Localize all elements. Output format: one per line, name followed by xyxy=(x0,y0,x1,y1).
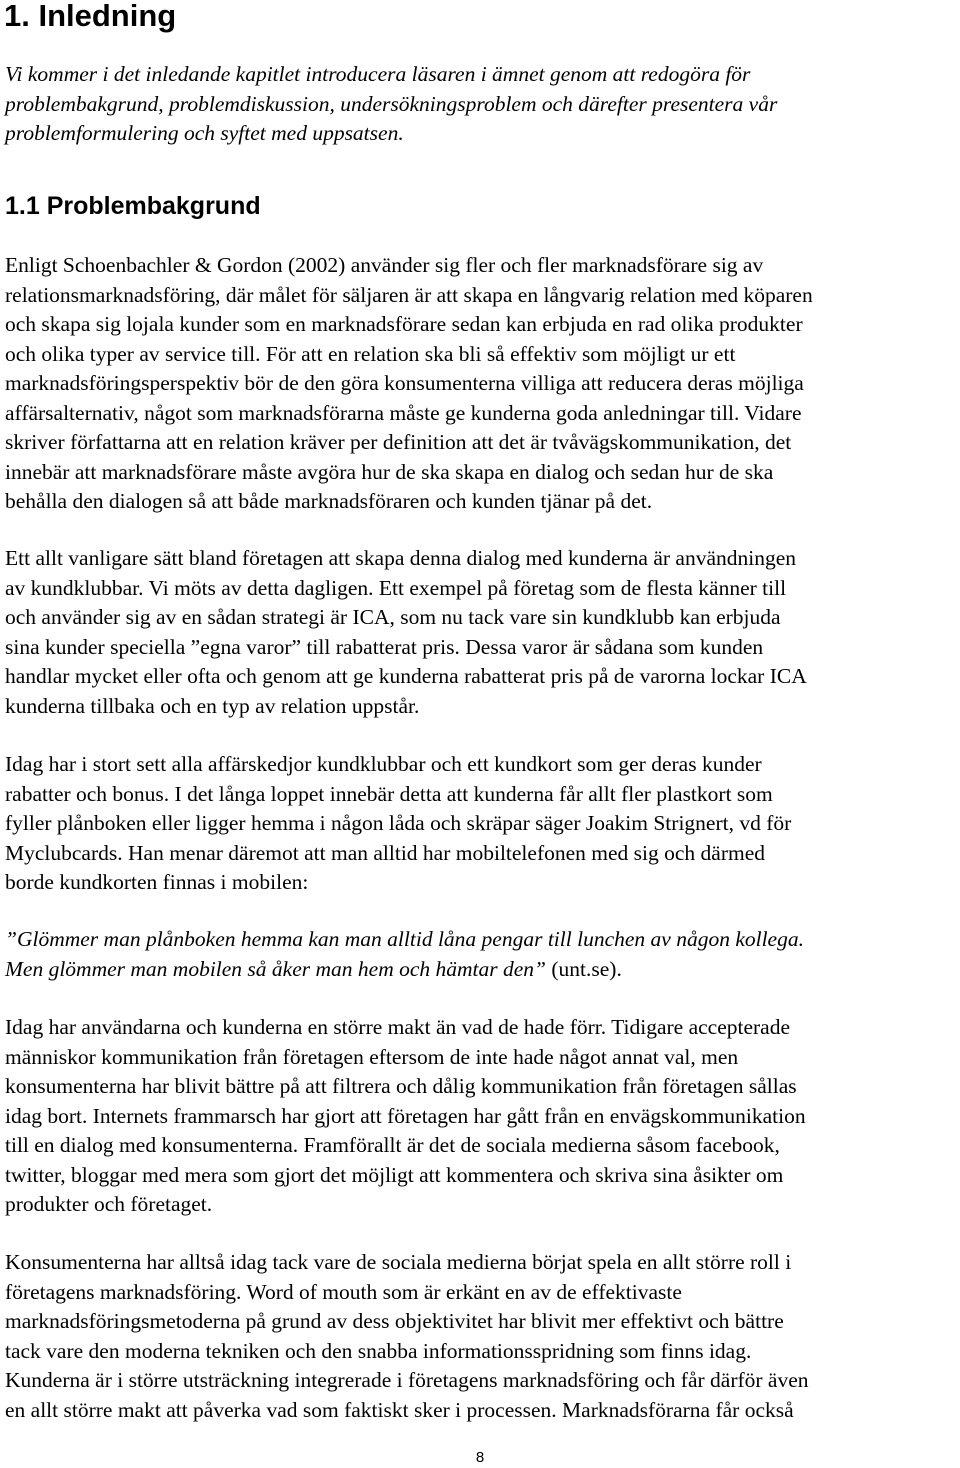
intro-line: problembakgrund, problemdiskussion, undersökningsproblem och därefter presentera vår xyxy=(5,91,778,116)
text-line: av kundklubbar. Vi möts av detta dagligen. Ett exempel på företag som de flesta känner till xyxy=(5,575,787,600)
text-line: Kunderna är i större utsträckning integrerade i företagens marknadsföring och får därför även xyxy=(5,1368,809,1392)
paragraph xyxy=(5,750,791,898)
paragraph xyxy=(5,1013,806,1220)
text-line: twitter, bloggar med mera som gjort det möjligt att kommentera och skriva sina åsikter om xyxy=(5,1162,784,1187)
paragraph xyxy=(5,251,813,517)
text-line: skriver författarna att en relation kräver per definition att det är tvåvägskommunikation, det xyxy=(5,430,792,454)
chapter-intro xyxy=(5,60,950,149)
page-number: 8 xyxy=(475,1449,485,1466)
quote-line: Men glömmer man mobilen så åker man hem och hämtar den” xyxy=(5,956,547,981)
text-line: till en dialog med konsumenterna. Framförallt är det de sociala medierna såsom facebook, xyxy=(5,1133,780,1157)
text-line: produkter och företaget. xyxy=(5,1192,213,1216)
text-line: borde kundkorten finnas i mobilen: xyxy=(5,870,309,894)
block-quote xyxy=(5,925,804,984)
text-line: fyller plånboken eller ligger hemma i någon låda och skräpar säger Joakim Strignert, vd för xyxy=(5,811,792,835)
paragraph xyxy=(5,1248,809,1425)
text-line: och olika typer av service till. För att en relation ska bli så effektiv som möjligt ur ett xyxy=(5,341,736,366)
intro-line: problemformulering och syftet med uppsatsen. xyxy=(5,121,404,145)
text-line: rabatter och bonus. I det långa loppet innebär detta att kunderna får allt fler plastkort som xyxy=(5,781,773,806)
quote-source: (unt.se). xyxy=(546,956,622,981)
text-line: affärsalternativ, något som marknadsförarna måste ge kunderna goda anledningar till. Vidare xyxy=(5,400,802,425)
paragraph xyxy=(5,544,807,721)
text-line: Konsumenterna har alltså idag tack vare de sociala medierna börjat spela en allt större roll i xyxy=(5,1250,792,1274)
text-line: idag bort. Internets frammarsch har gjort att företagen har gått från en envägskommunikation xyxy=(5,1103,806,1128)
text-line: kunderna tillbaka och en typ av relation uppstår. xyxy=(5,693,420,718)
text-line: Myclubcards. Han menar däremot att man alltid har mobiltelefonen med sig och därmed xyxy=(5,840,766,865)
text-line: och använder sig av en sådan strategi är ICA, som nu tack vare sin kundklubb kan erbjuda xyxy=(5,605,781,629)
text-line: behålla den dialogen så att både marknadsföraren och kunden tjänar på det. xyxy=(5,489,653,513)
text-line: handlar mycket eller ofta och genom att ge kunderna rabatterat pris på de varorna lockar ICA xyxy=(5,664,807,688)
text-line: och skapa sig lojala kunder som en marknadsförare sedan kan erbjuda en rad olika produkter xyxy=(5,312,803,336)
text-line: Ett allt vanligare sätt bland företagen att skapa denna dialog med kunderna är användningen xyxy=(5,546,797,570)
text-line: innebär att marknadsförare måste avgöra hur de ska skapa en dialog och sedan hur de ska xyxy=(5,459,774,484)
quote-line: ”Glömmer man plånboken hemma kan man alltid låna pengar till lunchen av någon kollega. xyxy=(5,927,804,951)
text-line: Idag har användarna och kunderna en större makt än vad de hade förr. Tidigare accepterade xyxy=(5,1015,791,1039)
text-line: relationsmarknadsföring, där målet för säljaren är att skapa en långvarig relation med köparen xyxy=(5,282,813,307)
text-line: människor kommunikation från företagen eftersom de inte hade något annat val, men xyxy=(5,1044,739,1069)
text-line: marknadsföringsperspektiv bör de den göra konsumenterna villiga att reducera deras möjliga xyxy=(5,371,804,395)
text-line: tack vare den moderna tekniken och den snabba informationsspridning som finns idag. xyxy=(5,1338,752,1363)
text-line: konsumenterna har blivit bättre på att filtrera och dålig kommunikation från företagen sållas xyxy=(5,1074,797,1098)
chapter-heading: 1. Inledning xyxy=(4,0,177,33)
text-line: Enligt Schoenbachler & Gordon (2002) använder sig fler och fler marknadsförare sig av xyxy=(5,253,764,277)
section-heading: 1.1 Problembakgrund xyxy=(5,192,261,220)
text-line: sina kunder speciella ”egna varor” till rabatterat pris. Dessa varor är sådana som kunden xyxy=(5,634,764,659)
text-line: Idag har i stort sett alla affärskedjor kundklubbar och ett kundkort som ger deras kunder xyxy=(5,752,762,776)
text-line: marknadsföringsmetoderna på grund av dess objektivitet har blivit mer effektivt och bättre xyxy=(5,1309,784,1333)
intro-line: Vi kommer i det inledande kapitlet introducera läsaren i ämnet genom att redogöra för xyxy=(5,62,751,86)
text-line: företagens marknadsföring. Word of mouth som är erkänt en av de effektivaste xyxy=(5,1279,682,1304)
text-line: en allt större makt att påverka vad som faktiskt sker i processen. Marknadsförarna får också xyxy=(5,1397,794,1422)
